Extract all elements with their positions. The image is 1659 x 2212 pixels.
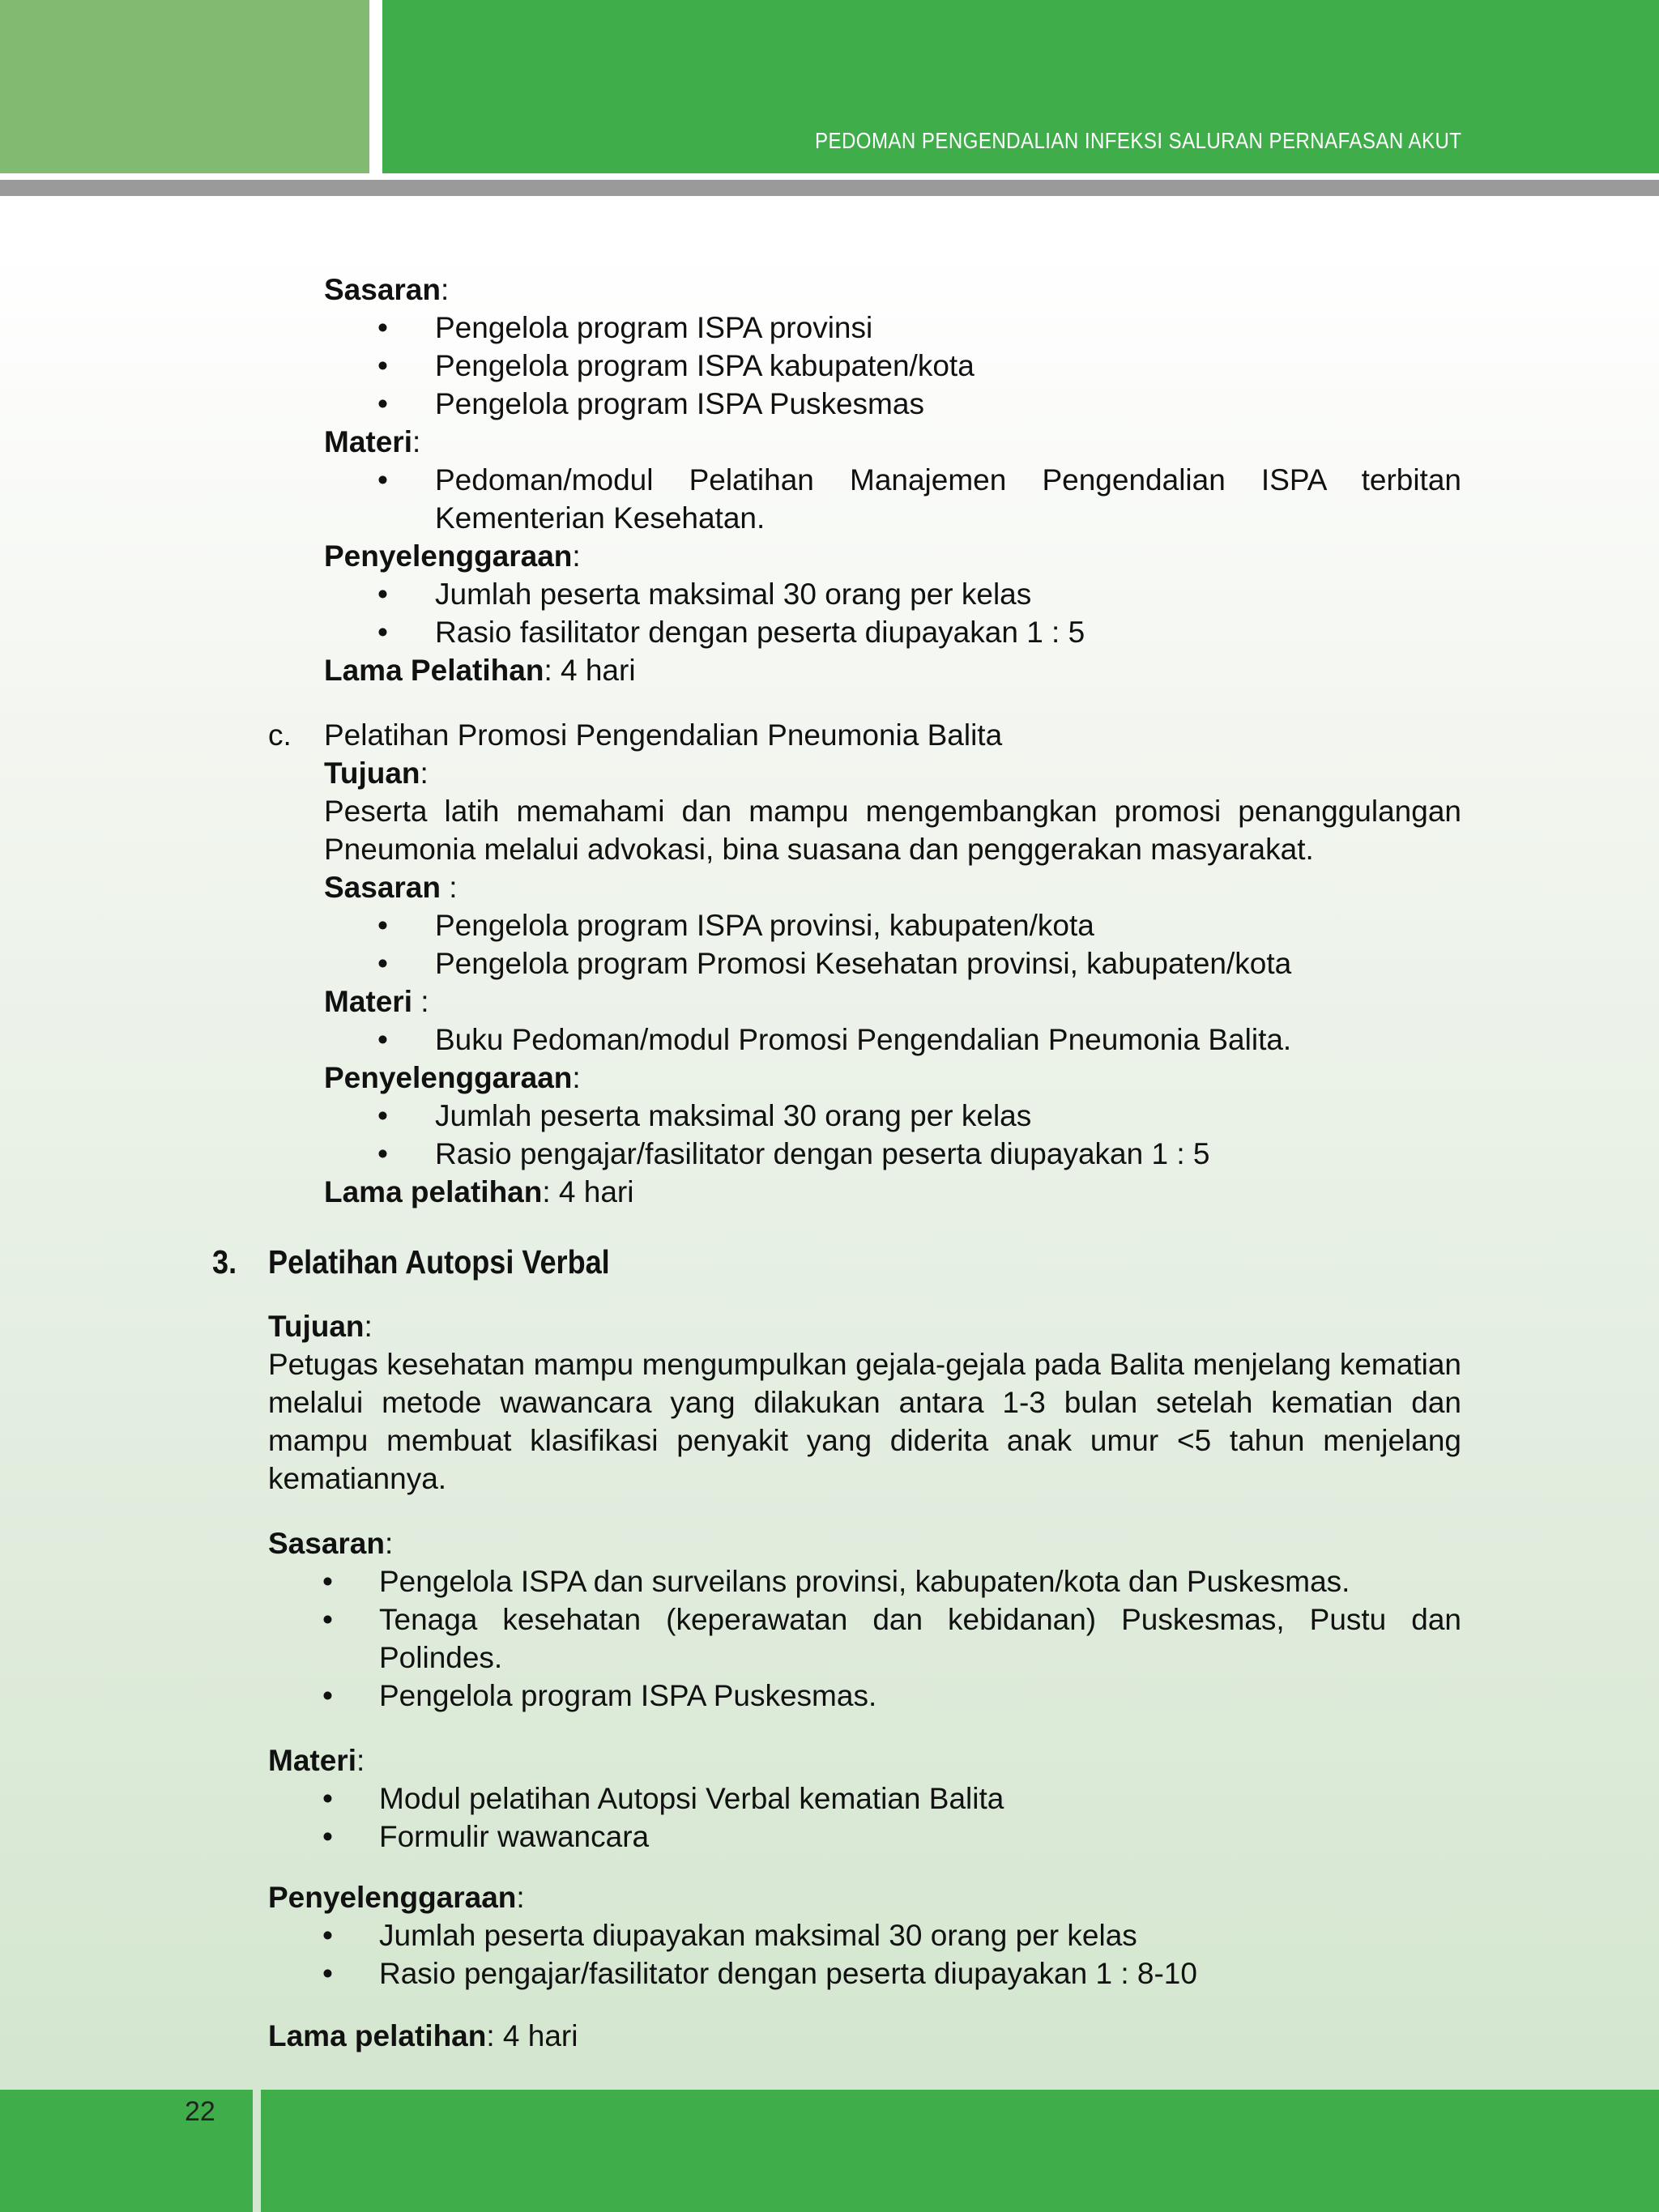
- bullet-icon: •: [322, 1782, 333, 1815]
- list-item: Rasio pengajar/fasilitator dengan peserta diupayakan 1 : 8-10: [379, 1957, 1197, 1990]
- list-item: Pedoman/modul Pelatihan Manajemen Pengendalian ISPA terbitan Kementerian Kesehatan.: [435, 463, 1461, 535]
- list-item: Pengelola program ISPA Puskesmas.: [379, 1679, 877, 1712]
- bullet-icon: •: [322, 1919, 333, 1952]
- list-item: Pengelola program ISPA provinsi: [435, 311, 873, 344]
- bullet-icon: •: [377, 578, 388, 611]
- materi-heading: Materi:: [268, 1744, 365, 1777]
- list-item: Pengelola program ISPA Puskesmas: [435, 387, 924, 420]
- lama-pelatihan: Lama pelatihan: 4 hari: [268, 2019, 578, 2052]
- header-block-left: [0, 0, 369, 173]
- list-item: Pengelola ISPA dan surveilans provinsi, kabupaten/kota dan Puskesmas.: [379, 1565, 1350, 1598]
- materi-heading: Materi:: [324, 425, 421, 458]
- list-item: Pengelola program ISPA kabupaten/kota: [435, 349, 975, 382]
- tujuan-paragraph: Peserta latih memahami dan mampu mengembangkan promosi penanggulangan Pneumonia melalui advokasi, bina suasana dan penggerakan masyarakat.: [324, 795, 1461, 866]
- list-item: Jumlah peserta maksimal 30 orang per kelas: [435, 578, 1032, 611]
- page-number: 22: [185, 2096, 215, 2127]
- section-c-title: Pelatihan Promosi Pengendalian Pneumonia Balita: [324, 718, 1003, 752]
- bullet-icon: •: [377, 1137, 388, 1170]
- bullet-icon: •: [377, 349, 388, 382]
- sasaran-heading: Sasaran :: [324, 871, 458, 904]
- materi-heading: Materi :: [324, 985, 429, 1018]
- tujuan-paragraph: Petugas kesehatan mampu mengumpulkan gejala-gejala pada Balita menjelang kematian melalui metode wawancara yang dilakukan antara 1-3 bulan setelah kematian dan mampu membuat klasifikasi penyakit yang diderita anak umur <5 tahun menjelang kematiannya.: [268, 1348, 1461, 1495]
- bullet-icon: •: [377, 387, 388, 420]
- bullet-icon: •: [377, 1099, 388, 1132]
- lama-pelatihan: Lama pelatihan: 4 hari: [324, 1175, 634, 1208]
- penyelenggaraan-heading: Penyelenggaraan:: [324, 1061, 581, 1094]
- bullet-icon: •: [322, 1565, 333, 1598]
- list-item: Modul pelatihan Autopsi Verbal kematian Balita: [379, 1782, 1004, 1815]
- bullet-icon: •: [322, 1957, 333, 1990]
- list-item: Pengelola program Promosi Kesehatan provinsi, kabupaten/kota: [435, 947, 1292, 980]
- list-item: Rasio fasilitator dengan peserta diupayakan 1 : 5: [435, 616, 1085, 649]
- penyelenggaraan-heading: Penyelenggaraan:: [324, 539, 581, 573]
- bullet-icon: •: [377, 1023, 388, 1056]
- bullet-icon: •: [322, 1679, 333, 1712]
- tujuan-heading: Tujuan:: [268, 1310, 373, 1343]
- bullet-icon: •: [377, 947, 388, 980]
- tujuan-heading: Tujuan:: [324, 757, 429, 790]
- bullet-icon: •: [322, 1603, 333, 1636]
- bullet-icon: •: [377, 463, 388, 497]
- bullet-icon: •: [322, 1820, 333, 1853]
- section-3-title: Pelatihan Autopsi Verbal: [268, 1243, 610, 1281]
- bullet-icon: •: [377, 311, 388, 344]
- header-divider: [0, 180, 1659, 196]
- footer-block-right: [261, 2090, 1659, 2212]
- sasaran-heading: Sasaran:: [268, 1527, 394, 1560]
- lama-pelatihan: Lama Pelatihan: 4 hari: [324, 654, 636, 687]
- running-header-title: PEDOMAN PENGENDALIAN INFEKSI SALURAN PERNAFASAN AKUT: [814, 128, 1461, 153]
- bullet-icon: •: [377, 909, 388, 942]
- list-item: Jumlah peserta diupayakan maksimal 30 orang per kelas: [379, 1919, 1137, 1952]
- list-item: Pengelola program ISPA provinsi, kabupaten/kota: [435, 909, 1094, 942]
- penyelenggaraan-heading: Penyelenggaraan:: [268, 1881, 525, 1914]
- list-item: Jumlah peserta maksimal 30 orang per kelas: [435, 1099, 1032, 1132]
- list-item: Rasio pengajar/fasilitator dengan peserta diupayakan 1 : 5: [435, 1137, 1210, 1170]
- sasaran-heading: Sasaran:: [324, 273, 450, 306]
- list-item: Buku Pedoman/modul Promosi Pengendalian Pneumonia Balita.: [435, 1023, 1292, 1056]
- list-item: Formulir wawancara: [379, 1820, 650, 1853]
- section-3-number: 3.: [212, 1243, 237, 1281]
- section-c-marker: c.: [268, 718, 292, 752]
- list-item: Tenaga kesehatan (keperawatan dan kebidanan) Puskesmas, Pustu dan Polindes.: [379, 1603, 1461, 1674]
- bullet-icon: •: [377, 616, 388, 649]
